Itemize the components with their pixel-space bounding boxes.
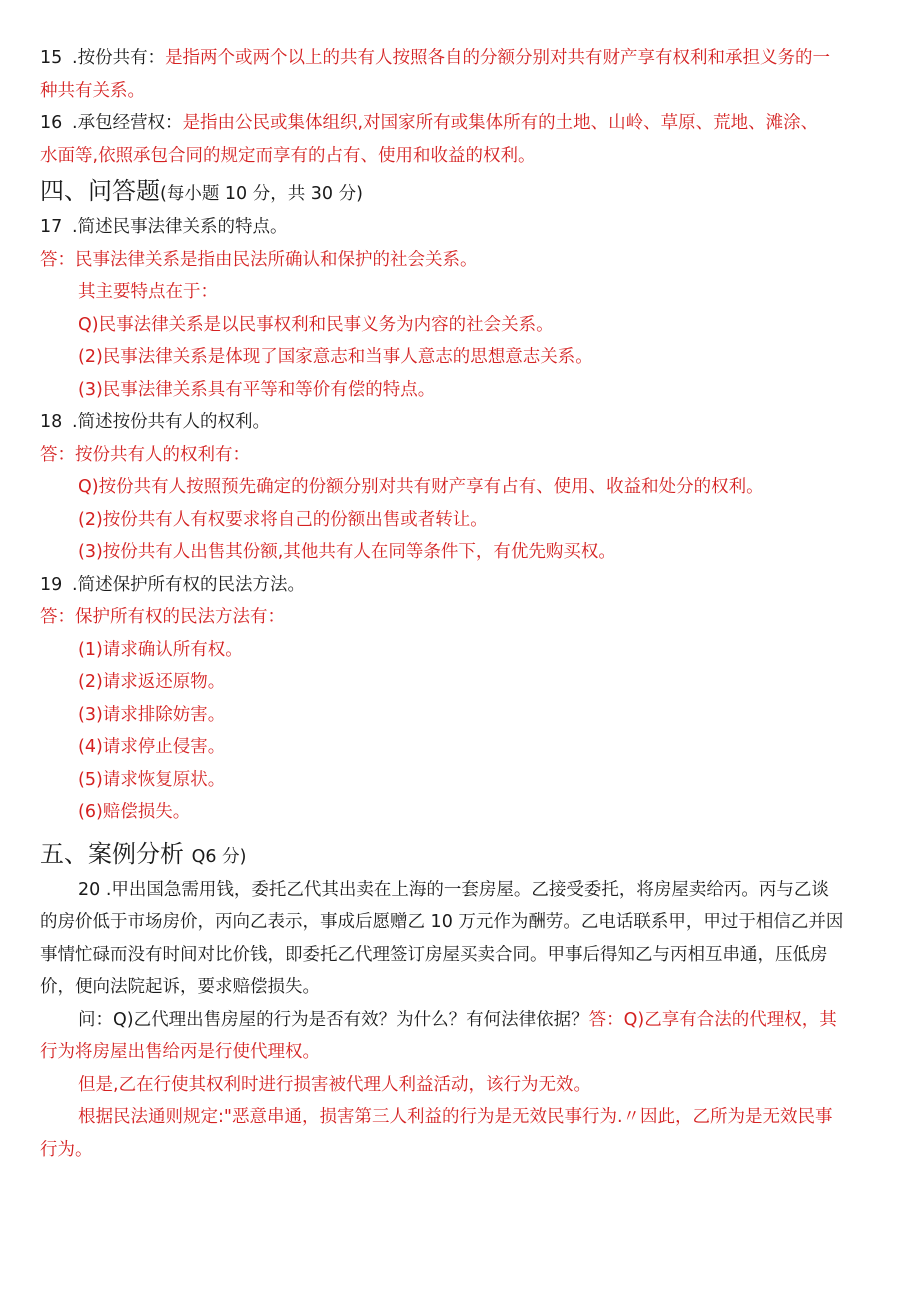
section-title: 五、案例分析	[40, 839, 184, 868]
answer-18-point: Q)按份共有人按照预先确定的份额分别对共有财产享有占有、使用、收益和处分的权利。	[78, 477, 764, 497]
question-number: 19	[40, 574, 63, 595]
term-definition: 是指由公民或集体组织,对国家所有或集体所有的土地、山岭、草原、荒地、滩涂、	[182, 113, 819, 133]
question-text: .简述民事法律关系的特点。	[72, 217, 288, 237]
answer-17-point: (3)民事法律关系具有平等和等价有偿的特点。	[78, 379, 436, 400]
section-5-heading	[40, 837, 880, 874]
question-19	[40, 569, 880, 602]
term-label: .按份共有：	[72, 48, 166, 68]
answer-19-point: (5)请求恢复原状。	[78, 769, 226, 790]
item-number: 16	[40, 113, 63, 133]
answer-19-lead: 答：保护所有权的民法方法有：	[40, 607, 285, 627]
answer-19-point: (4)请求停止侵害。	[78, 737, 226, 757]
answer-18-point: (3)按份共有人出售其份额,其他共有人在同等条件下，有优先购买权。	[78, 542, 616, 562]
answer-17-point: Q)民事法律关系是以民事权利和民事义务为内容的社会关系。	[78, 314, 554, 335]
question-17	[40, 211, 880, 244]
item-15-line1	[40, 42, 880, 75]
term-definition: 是指两个或两个以上的共有人按照各自的分额分别对共有财产享有权利和承担义务的一	[165, 48, 831, 68]
answer-18-lead: 答：按份共有人的权利有：	[40, 444, 250, 465]
case-question: 问：Q)乙代理出售房屋的行为是否有效？为什么？有何法律依据？	[78, 1009, 589, 1030]
case-answer-start: 答：Q)乙享有合法的代理权，其	[588, 1009, 837, 1030]
answer-17-intro: 其主要特点在于：	[78, 282, 218, 302]
item-16-line2: 水面等,依照承包合同的规定而享有的占有、使用和收益的权利。	[40, 145, 536, 166]
answer-19-point: (2)请求返还原物。	[78, 672, 226, 692]
answer-17-lead: 答：民事法律关系是指由民法所确认和保护的社会关系。	[40, 249, 478, 270]
section-title: 四、问答题	[40, 177, 160, 205]
term-label: .承包经营权：	[72, 113, 183, 133]
case-answer-line: 但是,乙在行使其权利时进行损害被代理人利益活动，该行为无效。	[78, 1074, 592, 1095]
answer-18-point: (2)按份共有人有权要求将自己的份额出售或者转让。	[78, 509, 488, 530]
case-answer-line: 根据民法通则规定:"恶意串通，损害第三人利益的行为是无效民事行为.〃因此，乙所为是无效民事	[78, 1107, 833, 1127]
answer-17-point: (2)民事法律关系是体现了国家意志和当事人意志的思想意志关系。	[78, 347, 593, 367]
answer-19-point: (3)请求排除妨害。	[78, 704, 226, 725]
case-question-line	[40, 1004, 880, 1037]
item-15-line2: 种共有关系。	[40, 80, 145, 101]
case-answer-line: 行为将房屋出售给丙是行使代理权。	[40, 1042, 320, 1062]
case-text-line: 20 .甲出国急需用钱，委托乙代其出卖在上海的一套房屋。乙接受委托，将房屋卖给丙。丙与乙谈	[78, 879, 829, 900]
case-text-line: 价，便向法院起诉，要求赔偿损失。	[40, 977, 320, 997]
question-number: 17	[40, 217, 63, 237]
question-18	[40, 406, 880, 439]
case-text-line: 事情忙碌而没有时间对比价钱，即委托乙代理签订房屋买卖合同。甲事后得知乙与丙相互串通，压低房	[40, 944, 828, 965]
question-text: .简述按份共有人的权利。	[72, 412, 271, 432]
case-text-line: 的房价低于市场房价，丙向乙表示，事成后愿赠乙 10 万元作为酬劳。乙电话联系甲，甲过于相信乙并因	[40, 912, 844, 932]
item-16-line1	[40, 107, 880, 140]
section-subtitle: (每小题 10 分，共 30 分)	[160, 184, 363, 204]
answer-19-point: (6)赔偿损失。	[78, 802, 191, 822]
item-number: 15	[40, 48, 63, 68]
section-subtitle: Q6 分)	[191, 846, 247, 867]
question-text: .简述保护所有权的民法方法。	[72, 574, 306, 595]
section-4-heading	[40, 174, 880, 211]
case-answer-line: 行为。	[40, 1139, 93, 1160]
question-number: 18	[40, 412, 63, 432]
answer-19-point: (1)请求确认所有权。	[78, 639, 243, 660]
